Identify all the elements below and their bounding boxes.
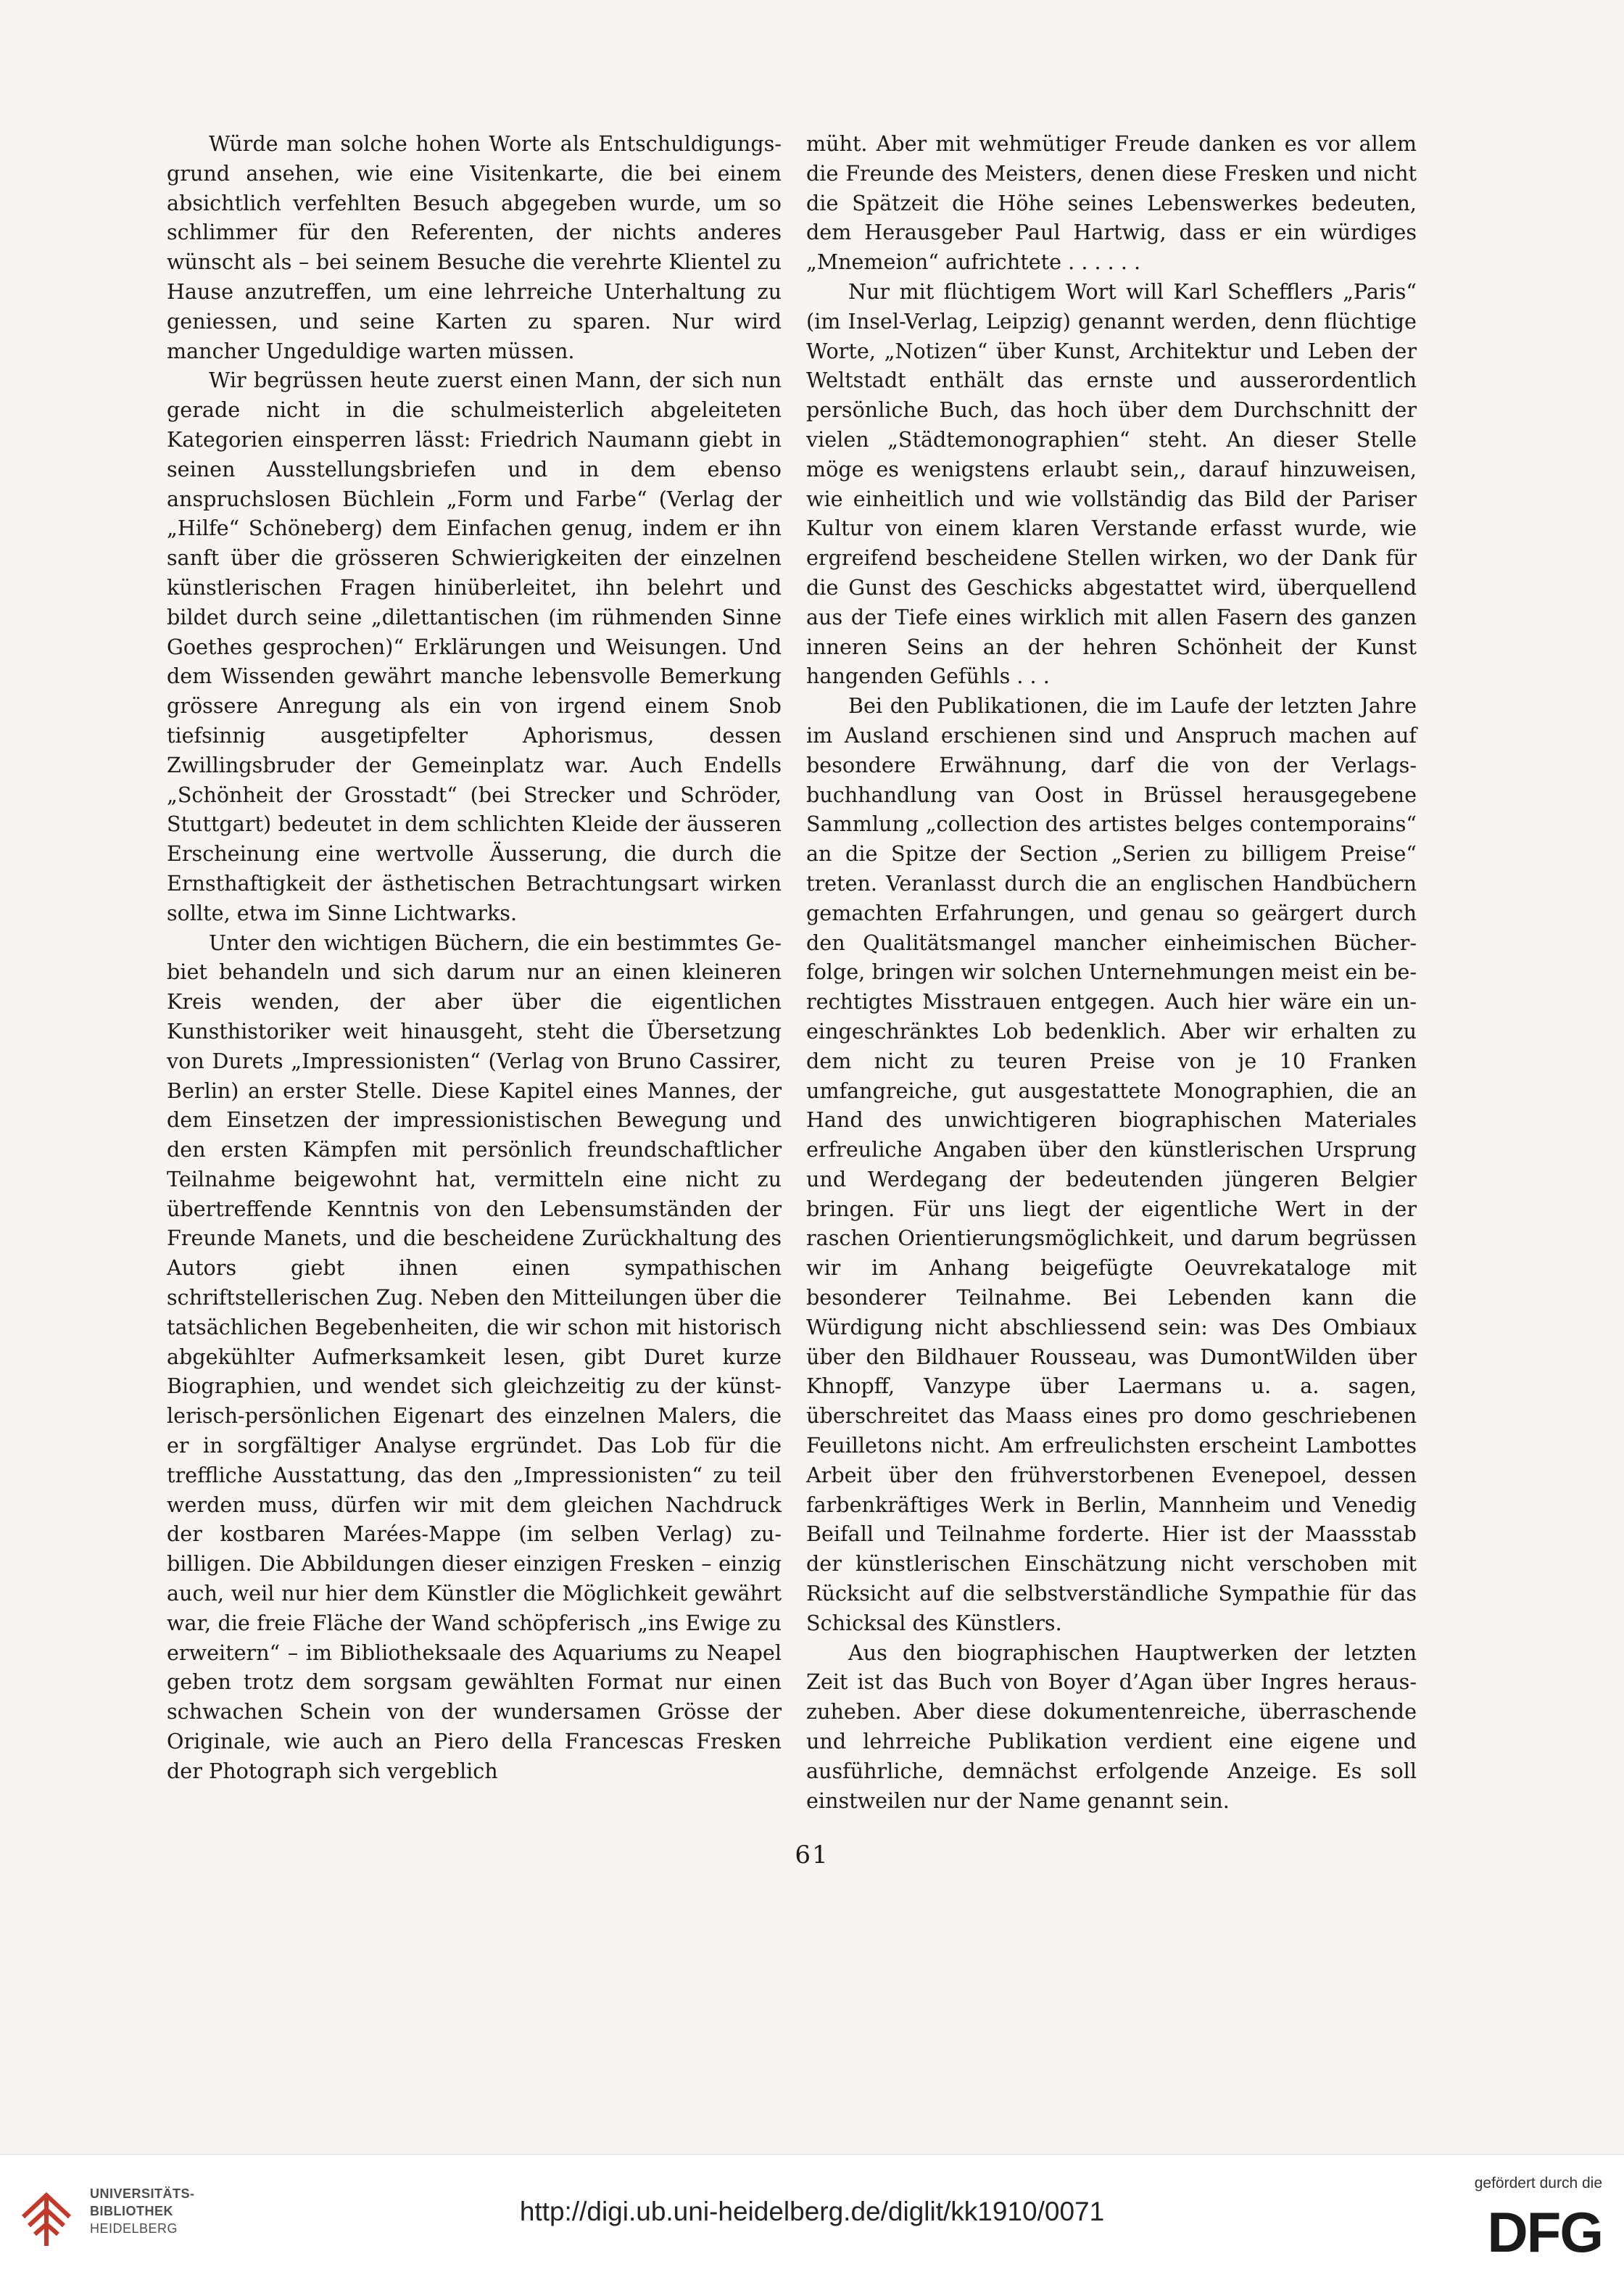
text-line: erfasst wurde, wie ergreifend bescheidene Stellen wirken, (806, 516, 1417, 571)
text-line: rains“ an die Spitze der Section „Serien zu billigem Preise“ (806, 811, 1417, 867)
text-line: indem er ihn sanft über die grösseren Schwierigkeiten (167, 516, 782, 571)
text-line: allen Fasern des ganzen inneren Seins an der hehren (806, 604, 1417, 659)
text-line: wundersamen Grösse der Originale, wie auch an Piero (167, 1699, 782, 1754)
text-line: und nicht die Spätzeit die Höhe seines Lebenswerkes (806, 160, 1417, 215)
text-line: billigen. Die Abbildungen dieser einzigen Fresken – (167, 1551, 718, 1577)
text-line: schlimmer für den Referenten, der nichts anderes (167, 220, 782, 245)
text-line: dessen Zwillingsbruder der Gemeinplatz war. Auch (167, 722, 782, 777)
text-line: lerisch-persönlichen Eigenart des einzelnen Malers, die er (167, 1403, 782, 1458)
text-line: auf besondere Erwähnung, darf die von der Verlags (806, 722, 1417, 777)
text-line: Ombiaux über den Bildhauer Rousseau, was Dumont (806, 1314, 1417, 1369)
paragraph-p4 (806, 129, 1417, 277)
text-line: der Freunde Manets, und die bescheidene Zurück (167, 1196, 782, 1251)
text-line: kataloge mit besonderer Teilnahme. Bei Lebenden (806, 1255, 1417, 1310)
right-column (806, 129, 1417, 1815)
text-line: tigeren biographischen Materiales erfreuliche Angaben (806, 1107, 1417, 1162)
text-line: ein würdiges „Mnemeion“ aufrichtete . . . . . . (806, 220, 1417, 275)
text-line: biet behandeln und sich darum nur an einen kleineren Kreis (167, 959, 782, 1015)
institution-line-1: UNIVERSITÄTS- (90, 2186, 195, 2201)
text-line: treten. Veranlasst durch die an englischen Handbüchern (806, 870, 1417, 896)
text-line: Würde man solche hohen Worte als Entschuldigungs (209, 131, 782, 156)
text-line: Biographien, und wendet sich gleichzeitig zu der künst (167, 1373, 782, 1399)
text-line: der einzelnen künstlerischen Fragen hinüberleitet, ihn (167, 545, 782, 600)
text-line: Rücksicht auf die selbstverständliche Sympathie für das (806, 1581, 1417, 1606)
text-line: nun gerade nicht in die schulmeisterlich abgeleiteten (167, 368, 782, 423)
text-line: der äusseren Erscheinung eine wertvolle Äusserung, die (167, 811, 782, 867)
text-line: farbenkräftiges Werk in Berlin, Mannheim und Venedig (806, 1492, 1417, 1517)
institution-line-2: BIBLIOTHEK (90, 2204, 173, 2218)
text-line: den Qualitätsmangel mancher einheimischen Bücher (806, 930, 1417, 955)
text-line: irgend einem Snob tiefsinnig ausgetipfelter Aphorismus, (167, 693, 782, 748)
paragraph-p7 (806, 1638, 1417, 1816)
text-line: „ins Ewige zu erweitern“ – im Bibliotheksaale des (167, 1610, 782, 1665)
text-line: Durchschnitt der vielen „Städtemonographien“ steht. (806, 397, 1417, 452)
text-line: der kostbaren Marées-Mappe (im selben Verlag) zu (167, 1521, 782, 1547)
text-line: mancher Ungeduldige warten müssen. (167, 338, 575, 363)
text-line: allem die Freunde des Meisters, denen diese Fresken (806, 131, 1417, 186)
text-line: grund ansehen, wie eine Visitenkarte, die bei einem (167, 160, 782, 186)
text-line: werden muss, dürfen wir mit dem gleichen Nachdruck (167, 1492, 782, 1517)
text-line: zu geniessen, und seine Karten zu sparen. Nur wird (167, 278, 782, 334)
text-line: giebt in seinen Ausstellungsbriefen und in dem (167, 426, 782, 482)
text-line: der dem Einsetzen der impressionistischen Bewegung (167, 1078, 782, 1133)
text-line: Beifall und Teilnahme forderte. Hier ist der Maassstab (806, 1521, 1417, 1547)
viewer-footer (0, 2154, 1624, 2272)
text-line: ausserordentlich persönliche Buch, das hoch über dem (806, 368, 1417, 423)
text-line: Nur mit flüchtigem Wort will Karl Schefflers (848, 278, 1343, 304)
text-line: nicht zu teuren Preise von je 10 Franken umfangreiche, (806, 1048, 1417, 1103)
sponsor-label: gefördert durch die (1474, 2175, 1602, 2192)
text-line: lung „collection des artistes belges contempo (871, 811, 1354, 837)
text-line: auf hinzuweisen, wie einheitlich und wie vollständig das (806, 456, 1417, 511)
text-line: belehrt und bildet durch seine „dilettantischen (im (167, 574, 782, 629)
text-line: zuheben. Aber diese dokumentenreiche, überraschende (806, 1699, 1417, 1724)
paragraph-p5 (806, 277, 1417, 691)
text-line: licher Teilnahme beigewohnt hat, vermitteln eine nicht (167, 1137, 782, 1191)
text-line: und lehrreiche Publikation verdient eine eigene und (806, 1729, 1417, 1754)
text-line: „Paris“ (im Insel-Verlag, Leipzig) genannt werden, (806, 278, 1417, 334)
text-line: Schicksal des Künstlers. (806, 1610, 1062, 1635)
text-line: della Francescas Fresken der Photograph sich vergeblich (167, 1729, 782, 1783)
text-line: absichtlich verfehlten Besuch abgegeben wurde, um so (167, 190, 782, 215)
paragraph-p6 (806, 691, 1417, 1638)
text-line: Aquariums zu Neapel geben trotz dem sorgsam ge (167, 1640, 782, 1695)
page-number: 61 (795, 1841, 829, 1870)
text-line: Zeit ist das Buch von Boyer d’Agan über Ingres heraus (806, 1669, 1417, 1695)
text-line: Kategorien einsperren lässt: Friedrich Naumann (167, 426, 699, 452)
text-line: weit hinausgeht, steht die Übersetzung von Durets (167, 1018, 782, 1073)
text-line: müht. Aber mit wehmütiger Freude danken es vor (806, 131, 1359, 156)
text-line: „Impressionisten“ (Verlag von Bruno Cassirer, (291, 1048, 782, 1073)
text-line: An dieser Stelle möge es wenigstens erlaubt sein,, dar (806, 426, 1417, 482)
paragraph-p3 (167, 928, 782, 1786)
text-line: über den künstlerischen Ursprung und Werdegang der be (806, 1137, 1417, 1191)
text-line: haltung des Autors giebt ihnen einen sympathischen (167, 1226, 782, 1281)
svg-text:DFG: DFG (1487, 2205, 1602, 2256)
text-line: kann die Würdigung nicht abschliessend sein: was Des (806, 1285, 1417, 1339)
text-line: und darum begrüssen wir im Anhang beigefügte Oeuvre (806, 1226, 1417, 1281)
text-line: gemachten Erfahrungen, und genau so geärgert durch (806, 900, 1417, 925)
paragraph-p2 (167, 365, 782, 928)
text-line: Aus den biographischen Hauptwerken der letzten (848, 1640, 1417, 1665)
text-line: wünscht als – bei seinem Besuche die verehrte Klientel (167, 249, 758, 275)
text-line: der künstlerischen Einschätzung nicht verschoben mit (806, 1551, 1417, 1577)
text-line: zu Hause anzutreffen, um eine lehrreiche Unterhaltung (167, 249, 782, 304)
text-line: wählten Format nur einen schwachen Schein von der (167, 1669, 782, 1724)
text-line: buchhandlung van Oost in Brüssel herausgegebene Samm (806, 782, 1417, 837)
text-line: eigentliche Wert in der raschen Orientierungsmöglichkeit, (806, 1196, 1417, 1251)
text-line: und den ersten Kämpfen mit persönlich freundschaft (167, 1107, 782, 1162)
text-line: Bild der Pariser Kultur von einem klaren Verstande (806, 486, 1417, 541)
text-line: ausführliche, demnächst erfolgende Anzeige. Es soll (806, 1758, 1417, 1783)
text-line: zu übertreffende Kenntnis von den Lebensumständen (167, 1166, 782, 1221)
text-line: Feuilletons nicht. Am erfreulichsten erscheint Lambottes (806, 1433, 1417, 1458)
text-line: und Schröder, Stuttgart) bedeutet in dem schlichten Kleide (167, 782, 782, 837)
left-column (167, 129, 782, 1786)
text-line: deutenden jüngeren Belgier bringen. Für uns liegt der (806, 1166, 1417, 1221)
text-line: einstweilen nur der Name genannt sein. (806, 1788, 1230, 1813)
text-line: durch die Ernsthaftigkeit der ästhetischen Betrachtungs (167, 841, 782, 896)
text-line: Wilden über Khnopff, Vanzype über Laermans u. a. sagen, (806, 1344, 1417, 1399)
text-line: gewährt war, die freie Fläche der Wand schöpferisch (167, 1581, 782, 1635)
text-line: Berlin) an erster Stelle. Diese Kapitel eines Mannes, (167, 1078, 747, 1103)
text-line: überschreitet das Maass eines pro domo geschriebenen (806, 1403, 1417, 1429)
text-line: Endells „Schönheit der Grosstadt“ (bei Strecker (167, 752, 782, 807)
text-line: wenden, der aber über die eigentlichen Kunsthistoriker (167, 989, 782, 1044)
text-line: wo der Dank für die Gunst des Geschicks abgestattet (806, 545, 1417, 600)
text-line: Schönheit der Kunst hangenden Gefühls . . . (806, 634, 1417, 689)
text-line: gut ausgestattete Monographien, die an Hand des unwich (806, 1078, 1417, 1133)
text-line: einzig auch, weil nur hier dem Künstler die Möglichkeit (167, 1551, 782, 1606)
text-line: Wir begrüssen heute zuerst einen Mann, der sich (209, 368, 742, 393)
text-line: eingeschränktes Lob bedenklich. Aber wir erhalten zu dem (806, 1018, 1417, 1073)
text-line: Unter den wichtigen Büchern, die ein bestimmtes Ge (209, 930, 782, 955)
text-line: tatsächlichen Begebenheiten, die wir schon mit historisch (167, 1314, 782, 1339)
dfg-logo-icon (1451, 2205, 1602, 2256)
paragraph-p1 (167, 129, 782, 365)
text-line: ebenso anspruchslosen Büchlein „Form und Farbe“ (167, 456, 782, 511)
text-line: art wirken sollte, etwa im Sinne Lichtwarks. (167, 870, 782, 925)
institution-line-3: HEIDELBERG (90, 2221, 178, 2236)
text-line: Bei den Publikationen, die im Laufe der letzten (848, 693, 1361, 719)
text-line: folge, bringen wir solchen Unternehmungen meist ein be (806, 959, 1417, 985)
permalink-url[interactable]: http://digi.ub.uni-heidelberg.de/diglit/kk1910/0071 (519, 2197, 1105, 2226)
text-line: rühmenden Sinne Goethes gesprochen)“ Erklärungen (167, 604, 782, 659)
text-line: denn flüchtige Worte, „Notizen“ über Kunst, Archi (806, 308, 1417, 363)
text-line: abgekühlter Aufmerksamkeit lesen, gibt Duret kurze (167, 1344, 782, 1369)
text-line: Arbeit über den frühverstorbenen Evenepoel, dessen (806, 1462, 1417, 1487)
text-line: liche Ausstattung, das den „Impressionisten“ zu teil (218, 1462, 782, 1487)
text-line: wird, überquellend aus der Tiefe eines wirklich mit (806, 574, 1417, 629)
text-line: bedeuten, dem Herausgeber Paul Hartwig, dass er (806, 190, 1417, 245)
text-line: Jahre im Ausland erschienen sind und Anspruch machen (806, 693, 1417, 748)
text-line: in sorgfältiger Analyse ergründet. Das Lob für die treff (167, 1433, 782, 1487)
text-line: tektur und Leben der Weltstadt enthält das ernste und (806, 338, 1417, 393)
text-line: und Weisungen. Und dem Wissenden gewährt manche (167, 634, 782, 689)
text-line: (Verlag der „Hilfe“ Schöneberg) dem Einfachen genug, (167, 486, 782, 541)
text-line: rechtigtes Misstrauen entgegen. Auch hier wäre ein un (806, 989, 1417, 1015)
text-line: lebensvolle Bemerkung grössere Anregung als ein von (167, 664, 782, 719)
text-line: schriftstellerischen Zug. Neben den Mitteilungen über die (167, 1285, 782, 1310)
